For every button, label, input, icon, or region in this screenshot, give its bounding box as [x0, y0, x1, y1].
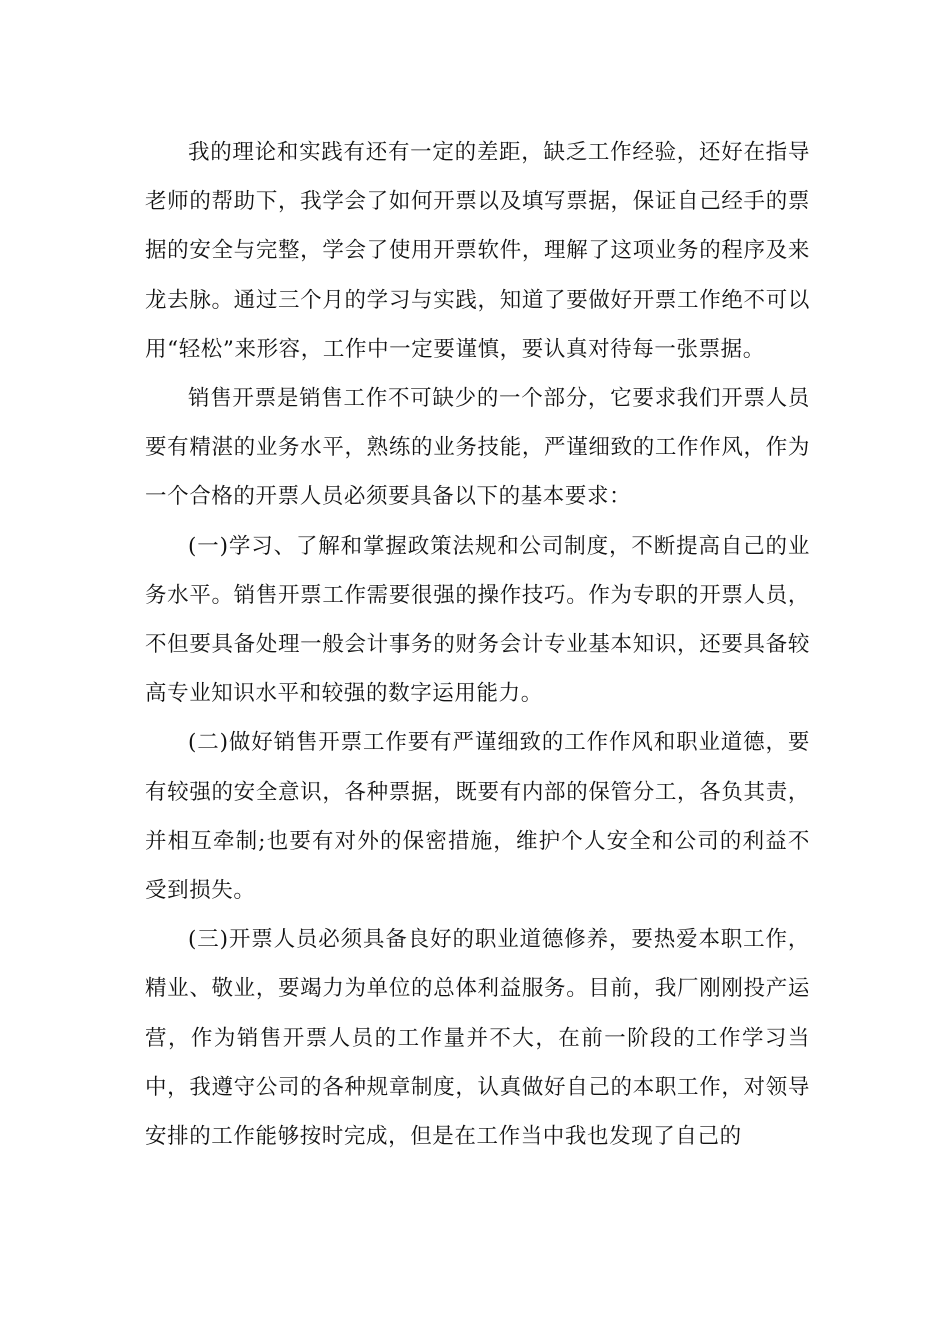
paragraph-5: (三)开票人员必须具备良好的职业道德修养，要热爱本职工作，精业、敬业，要竭力为单位的总体利益服务。目前，我厂刚刚投产运营，作为销售开票人员的工作量并不大，在前一阶段的工作学习当中，我遵守公司的各种规章制度，认真做好自己的本职工作，对领导安排的工作能够按时完成，但是在工作当中我也发现了自己的	[145, 927, 810, 1150]
paragraph-3: (一)学习、了解和掌握政策法规和公司制度，不断提高自己的业务水平。销售开票工作需要很强的操作技巧。作为专职的开票人员，不但要具备处理一般会计事务的财务会计专业基本知识，还要具备较高专业知识水平和较强的数字运用能力。	[145, 533, 810, 707]
document-body	[145, 128, 810, 1161]
paragraph-4: (二)做好销售开票工作要有严谨细致的工作作风和职业道德，要有较强的安全意识，各种票据，既要有内部的保管分工，各负其责，并相互牵制;也要有对外的保密措施，维护个人安全和公司的利益不受到损失。	[145, 730, 810, 904]
paragraph-2: 销售开票是销售工作不可缺少的一个部分，它要求我们开票人员要有精湛的业务水平，熟练的业务技能，严谨细致的工作作风，作为一个合格的开票人员必须要具备以下的基本要求：	[145, 386, 810, 510]
paragraph-1: 我的理论和实践有还有一定的差距，缺乏工作经验，还好在指导老师的帮助下，我学会了如何开票以及填写票据，保证自己经手的票据的安全与完整，学会了使用开票软件，理解了这项业务的程序及来龙去脉。通过三个月的学习与实践，知道了要做好开票工作绝不可以用“轻松”来形容，工作中一定要谨慎，要认真对待每一张票据。	[145, 140, 810, 362]
